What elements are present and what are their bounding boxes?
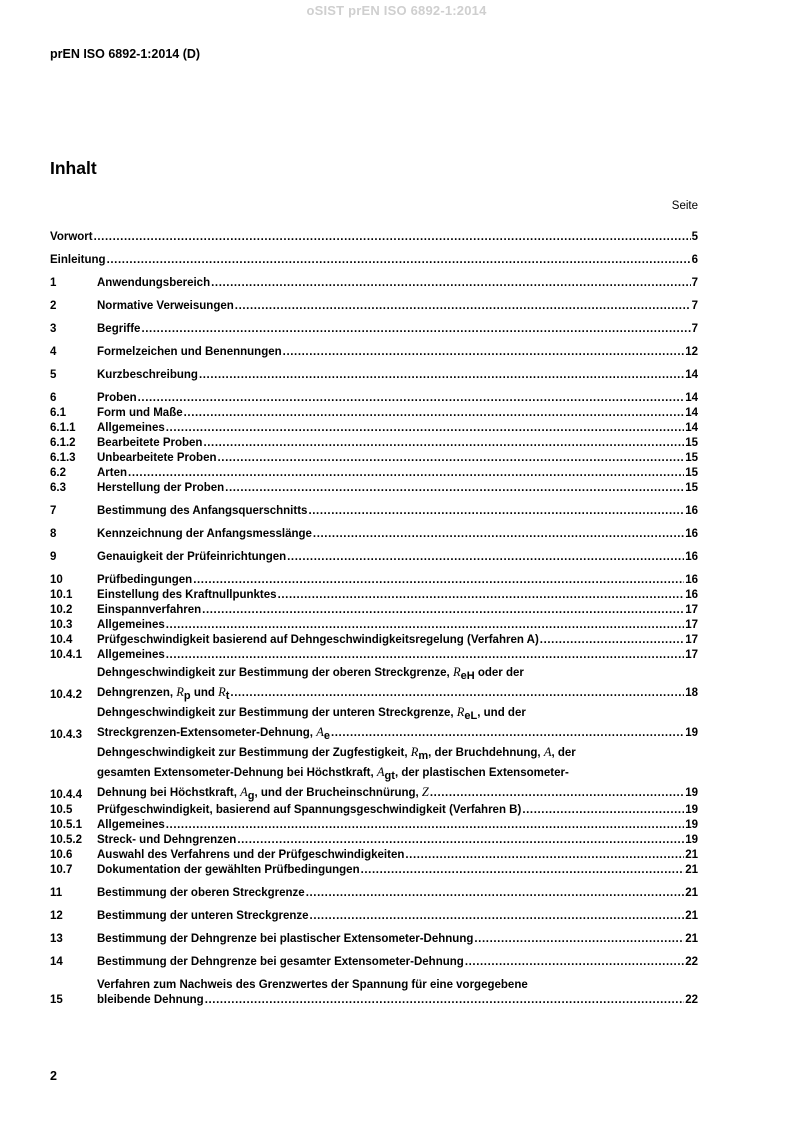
toc-entry-page: 14 [685,392,698,404]
dot-leader [283,345,685,360]
watermark: oSIST prEN ISO 6892-1:2014 [306,3,487,18]
toc-entry-title: Begriffe [97,323,141,335]
toc-entry-title: Einstellung des Kraftnullpunktes [97,589,277,601]
toc-entry-title-line: Streckgrenzen-Extensometer-Dehnung, Ae [97,725,330,742]
toc-entry-number: 9 [50,551,57,563]
toc-entry-title-line: gesamten Extensometer-Dehnung bei Höchstkraft, Agt, der plastischen Extensometer- [97,765,569,782]
dot-leader [287,550,684,565]
toc-entry[interactable] [50,230,698,245]
dot-leader [141,322,690,337]
toc-entry-page: 15 [685,452,698,464]
toc-entry-page: 22 [685,956,698,968]
toc-entry-number: 10.5.2 [50,834,82,846]
toc-entry-title: Normative Verweisungen [97,300,234,312]
toc-entry-number: 15 [50,994,63,1006]
toc-entry-title-line: Verfahren zum Nachweis des Grenzwertes der Spannung für eine vorgegebene [97,979,528,991]
toc-entry-page: 19 [685,819,698,831]
toc-entry[interactable] [50,863,698,878]
toc-entry-page: 17 [685,604,698,616]
toc-entry-title: Streck- und Dehngrenzen [97,834,237,846]
toc-entry-title: Einspannverfahren [97,604,202,616]
toc-entry-number: 14 [50,956,63,968]
toc-entry-title: Bestimmung der Dehngrenze bei gesamter Extensometer-Dehnung [97,956,464,968]
toc-entry-page: 7 [691,300,698,312]
toc-title: Inhalt [50,158,97,178]
toc-entry-title: Herstellung der Proben [97,482,225,494]
toc-entry-title: Allgemeines [97,619,165,631]
toc-entry-page: 17 [685,634,698,646]
toc-entry-number: 6.3 [50,482,66,494]
toc-entry-title: Anwendungsbereich [97,277,211,289]
toc-entry-page: 21 [685,910,698,922]
toc-entry[interactable] [50,466,698,481]
table-of-contents [50,230,698,1008]
toc-entry-number: 6.1 [50,407,66,419]
toc-entry[interactable] [50,368,698,383]
toc-entry[interactable] [50,322,698,337]
toc-entry-number: 11 [50,887,63,899]
toc-entry-title: Bestimmung der unteren Streckgrenze [97,910,309,922]
dot-leader [540,633,684,648]
toc-entry-number: 1 [50,277,57,289]
toc-entry-number: 7 [50,505,57,517]
dot-leader [225,481,684,496]
toc-entry-title: Bestimmung der oberen Streckgrenze [97,887,305,899]
toc-entry-number: 10.6 [50,849,73,861]
toc-entry-number: 10.4.2 [50,689,82,701]
document-id: prEN ISO 6892-1:2014 (D) [50,47,201,61]
toc-entry-number: 10.4 [50,634,73,646]
toc-entry-page: 22 [685,994,698,1006]
dot-leader [405,848,684,863]
toc-entry-page: 5 [691,231,698,243]
toc-entry-number: 10.7 [50,864,73,876]
toc-entry[interactable] [50,391,698,406]
dot-leader [310,909,685,924]
dot-leader [230,684,684,703]
toc-entry[interactable] [50,743,698,803]
toc-entry-page: 15 [685,437,698,449]
toc-entry[interactable] [50,909,698,924]
toc-entry-number: 10.5 [50,804,73,816]
toc-entry[interactable] [50,663,698,703]
toc-entry[interactable] [50,703,698,743]
toc-entry-number: 6.2 [50,467,66,479]
toc-entry-number: 10.4.1 [50,649,82,661]
toc-entry-number: 12 [50,910,63,922]
toc-entry-title: Bestimmung des Anfangsquerschnitts [97,505,308,517]
toc-entry-number: 10.1 [50,589,73,601]
toc-entry-title: Prüfbedingungen [97,574,193,586]
toc-entry-title-line: Dehngeschwindigkeit zur Bestimmung der oberen Streckgrenze, ReH oder der [97,665,524,682]
toc-entry-page: 16 [685,551,698,563]
toc-entry-title: Dokumentation der gewählten Prüfbedingungen [97,864,360,876]
toc-entry-number: 6.1.2 [50,437,76,449]
dot-leader [218,451,685,466]
toc-entry[interactable] [50,527,698,542]
toc-entry-number: 10.4.3 [50,729,82,741]
toc-entry[interactable] [50,550,698,565]
toc-entry[interactable] [50,618,698,633]
toc-entry-title-line: Dehngrenzen, Rp und Rt [97,685,230,702]
toc-entry-title: Allgemeines [97,649,165,661]
toc-entry[interactable] [50,421,698,436]
dot-leader [202,603,684,618]
toc-entry-page: 16 [685,574,698,586]
toc-entry[interactable] [50,978,698,1008]
toc-entry-number: 6.1.3 [50,452,76,464]
dot-leader [361,863,685,878]
toc-entry-title: Kurzbeschreibung [97,369,198,381]
toc-entry-title: Prüfgeschwindigkeit, basierend auf Spannungsgeschwindigkeit (Verfahren B) [97,804,522,816]
toc-entry-page: 19 [685,787,698,799]
toc-entry-page: 7 [691,277,698,289]
dot-leader [128,466,684,481]
dot-leader [211,276,690,291]
dot-leader [308,504,684,519]
toc-entry[interactable] [50,818,698,833]
dot-leader [331,724,684,743]
dot-leader [313,527,684,542]
toc-entry-page: 16 [685,528,698,540]
toc-entry-page: 17 [685,649,698,661]
toc-entry[interactable] [50,345,698,360]
toc-entry-title: Genauigkeit der Prüfeinrichtungen [97,551,287,563]
toc-entry-title-line: Dehnung bei Höchstkraft, Ag, und der Brucheinschnürung, Z [97,785,429,802]
toc-entry-page: 16 [685,505,698,517]
dot-leader [199,368,684,383]
toc-entry-number: 3 [50,323,57,335]
toc-entry[interactable] [50,588,698,603]
dot-leader [235,299,691,314]
toc-entry-page: 21 [685,849,698,861]
toc-entry-page: 7 [691,323,698,335]
toc-entry[interactable] [50,633,698,648]
toc-entry[interactable] [50,406,698,421]
toc-entry-title: Allgemeines [97,422,165,434]
toc-entry-title: Formelzeichen und Benennungen [97,346,282,358]
toc-entry-title: Bestimmung der Dehngrenze bei plastischer Extensometer-Dehnung [97,933,474,945]
toc-entry-page: 12 [685,346,698,358]
toc-entry-page: 17 [685,619,698,631]
toc-entry-number: 10.2 [50,604,73,616]
toc-entry-number: 10.3 [50,619,73,631]
toc-entry[interactable] [50,932,698,947]
dot-leader [306,886,685,901]
dot-leader [465,955,684,970]
toc-entry[interactable] [50,848,698,863]
dot-leader [278,588,685,603]
toc-entry[interactable] [50,573,698,588]
toc-entry-page: 14 [685,407,698,419]
toc-entry-page: 15 [685,482,698,494]
toc-entry-page: 15 [685,467,698,479]
toc-entry-number: 5 [50,369,57,381]
toc-entry[interactable] [50,648,698,663]
toc-entry-title: Allgemeines [97,819,165,831]
toc-entry-page: 18 [685,687,698,699]
dot-leader [107,253,691,268]
dot-leader [203,436,684,451]
toc-entry[interactable] [50,299,698,314]
toc-entry-page: 16 [685,589,698,601]
toc-entry-title: Einleitung [50,254,106,266]
dot-leader [474,932,684,947]
dot-leader [430,784,684,803]
toc-entry[interactable] [50,253,698,268]
toc-entry-title-line: Dehngeschwindigkeit zur Bestimmung der Zugfestigkeit, Rm, der Bruchdehnung, A, der [97,745,576,762]
toc-entry-page: 21 [685,933,698,945]
page-number: 2 [50,1069,57,1083]
dot-leader [166,618,684,633]
toc-entry-title-line: bleibende Dehnung [97,994,204,1006]
toc-entry-page: 19 [685,804,698,816]
toc-entry-title: Auswahl des Verfahrens und der Prüfgeschwindigkeiten [97,849,405,861]
toc-entry-page: 14 [685,369,698,381]
dot-leader [237,833,684,848]
toc-entry-page: 6 [691,254,698,266]
toc-entry-number: 6 [50,392,57,404]
toc-entry[interactable] [50,886,698,901]
toc-entry[interactable] [50,276,698,291]
dot-leader [184,406,685,421]
toc-entry-number: 4 [50,346,57,358]
toc-entry-page: 21 [685,864,698,876]
toc-entry-title: Form und Maße [97,407,183,419]
toc-entry[interactable] [50,504,698,519]
toc-entry-title: Arten [97,467,128,479]
toc-entry-number: 8 [50,528,57,540]
toc-entry-number: 10.4.4 [50,789,82,801]
toc-entry[interactable] [50,436,698,451]
toc-entry[interactable] [50,603,698,618]
toc-entry-title: Vorwort [50,231,93,243]
toc-entry[interactable] [50,955,698,970]
toc-entry-number: 13 [50,933,63,945]
dot-leader [205,993,685,1008]
toc-entry-title-line: Dehngeschwindigkeit zur Bestimmung der unteren Streckgrenze, ReL, und der [97,705,526,722]
toc-entry-number: 10.5.1 [50,819,82,831]
toc-entry[interactable] [50,481,698,496]
toc-entry-title: Bearbeitete Proben [97,437,203,449]
toc-entry-number: 2 [50,300,57,312]
toc-entry-page: 19 [685,834,698,846]
toc-entry-page: 21 [685,887,698,899]
toc-entry-title: Prüfgeschwindigkeit basierend auf Dehngeschwindigkeitsregelung (Verfahren A) [97,634,539,646]
toc-entry[interactable] [50,451,698,466]
dot-leader [94,230,691,245]
dot-leader [138,391,685,406]
dot-leader [193,573,684,588]
dot-leader [166,421,684,436]
dot-leader [522,803,684,818]
toc-entry-title: Unbearbeitete Proben [97,452,217,464]
toc-entry-title: Proben [97,392,137,404]
toc-entry[interactable] [50,833,698,848]
toc-entry-page: 14 [685,422,698,434]
dot-leader [166,648,684,663]
toc-entry-page: 19 [685,727,698,739]
toc-entry-number: 6.1.1 [50,422,76,434]
toc-entry-number: 10 [50,574,63,586]
toc-entry-title: Kennzeichnung der Anfangsmesslänge [97,528,312,540]
toc-entry[interactable] [50,803,698,818]
page-column-label: Seite [671,200,698,212]
dot-leader [166,818,684,833]
